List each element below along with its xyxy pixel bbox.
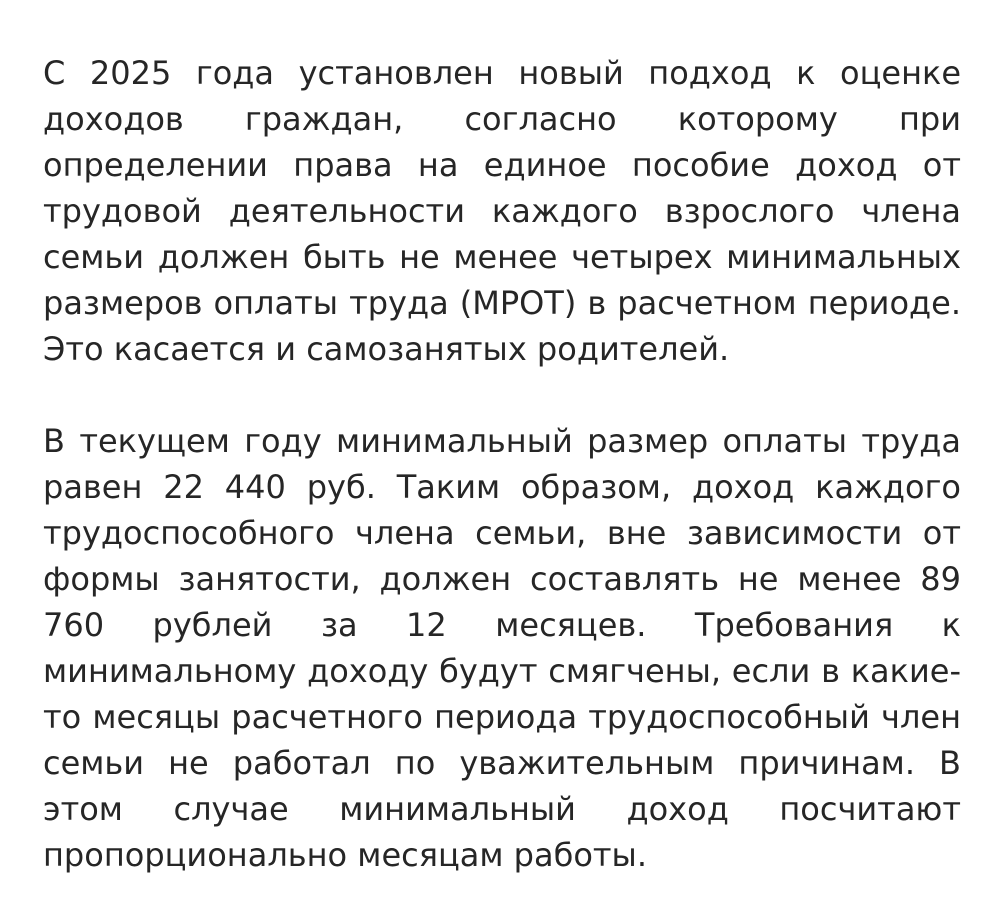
article-body (43, 50, 961, 878)
paragraph-2: В текущем году минимальный размер оплаты труда равен 22 440 руб. Таким образом, доход каждого трудоспособного члена семьи, вне зависимости от формы занятости, должен составлять не менее 89 760 рублей за 12 месяцев. Требования к минимальному доходу будут смягчены, если в какие-то месяцы расчетного периода трудоспособный член семьи не работал по уважительным причинам. В этом случае минимальный доход посчитают пропорционально месяцам работы. (43, 422, 961, 874)
paragraph-1: С 2025 года установлен новый подход к оценке доходов граждан, согласно которому при определении права на единое пособие доход от трудовой деятельности каждого взрослого члена семьи должен быть не менее четырех минимальных размеров оплаты труда (МРОТ) в расчетном периоде. Это касается и самозанятых родителей. (43, 54, 961, 368)
